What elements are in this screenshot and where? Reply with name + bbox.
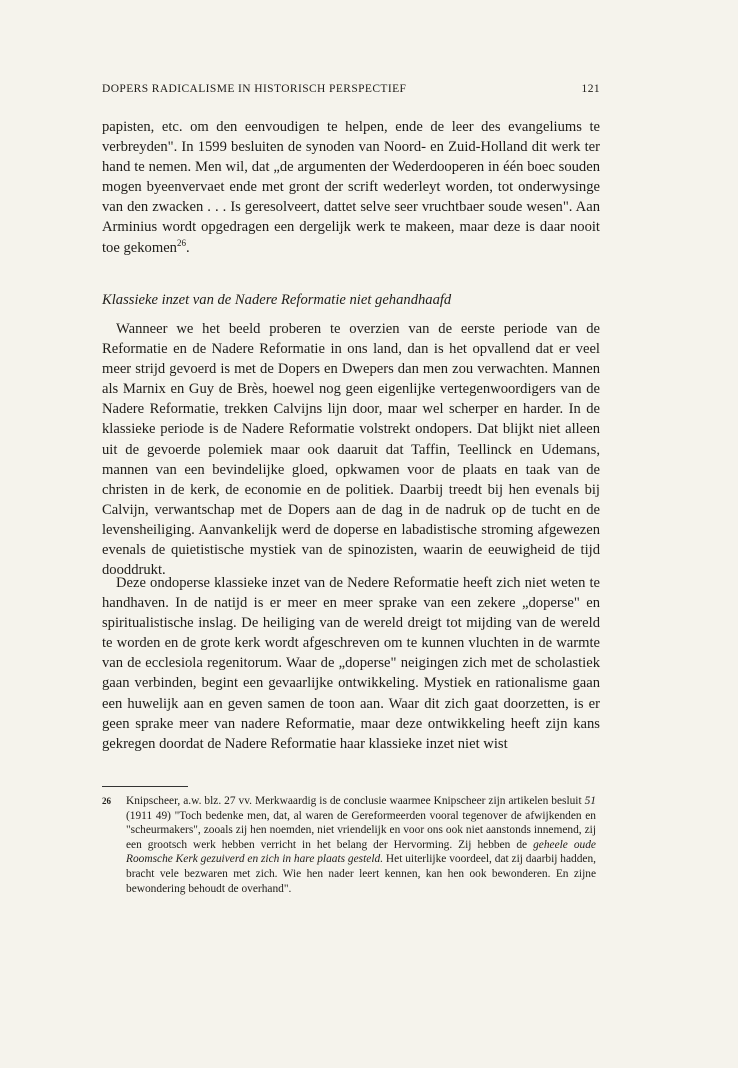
- footnote-number: 26: [102, 796, 111, 806]
- page-number: 121: [581, 83, 600, 95]
- paragraph-text: Wanneer we het beeld proberen te overzien van de eerste periode van de Reformatie en de Nadere Reformatie in ons land, dan is het opvallend dat er veel meer strijd gevoerd is met de Dopers en Dwepers dan men zou verwachten. Mannen als Marnix en Guy de Brès, hoewel nog geen eigenlijke vertegenwoordigers van de Nadere Reformatie, trekken Calvijns lijn door, maar wel scherper en harder. In de klassieke periode is de Nadere Reformatie volstrekt ondopers. Dat blijkt niet alleen uit de gevoerde polemiek maar ook daaruit dat Taffin, Teellinck en Udemans, mannen van een bevindelijke gloed, opkwamen voor de plaats en taak van de christen in de kerk, de economie en de politiek. Daarbij treedt bij hen evenals bij Calvijn, verwantschap met de Dopers aan de dag in de nadruk op de tucht en de levensheiliging. Aanvankelijk werd de doperse en labadistische stroming afgewezen evenals de quietistische mystiek van de spinozisten, waarin de eeuwigheid de tijd dooddrukt.: [102, 321, 600, 579]
- footnote-text: Knipscheer, a.w. blz. 27 vv. Merkwaardig is de conclusie waarmee Knipscheer zijn artikelen besluit 51 (1911 49) "Toch bedenke men, dat, al waren de Gereformeerden vooral tegenover de afwijkenden en "scheurmakers", zooals zij hen noemden, niet vriendelijk en voor ons ook niet aanstonds innemend, zij een grootsch werk hebben verricht in het belang der Hervorming. Zij hebben de geheele oude Roomsche Kerk gezuiverd en zich in hare plaats gesteld. Het uiterlijke voordeel, dat zij daarbij hadden, bracht vele bezwaren met zich. Wie hen nader leert kennen, kan hen ook bewonderen. En zijne bewondering behoudt de overhand".: [126, 795, 596, 895]
- footnote: [102, 794, 596, 896]
- body-paragraph: [102, 319, 600, 580]
- running-head: [102, 83, 600, 95]
- body-paragraph: [102, 573, 600, 754]
- footnote-reference[interactable]: 26: [176, 237, 186, 248]
- footnote-divider: [102, 786, 188, 787]
- paragraph-text: Deze ondoperse klassieke inzet van de Nedere Reformatie heeft zich niet weten te handhaven. In de natijd is er meer en meer sprake van een zekere „doperse" en spiritualistische inslag. De heiliging van de wereld dreigt tot mijding van de wereld te worden en de grote kerk wordt afgeschreven om te kunnen vluchten in de warmte van de ecclesiola regenitorum. Waar de „doperse" neigingen zich met de scholastiek gaan verbinden, begint een gevaarlijke ontwikkeling. Mystiek en rationalisme gaan een huwelijk aan en geven samen de toon aan. Waar dit zich gaat doorzetten, is er geen sprake meer van nadere Reformatie, maar deze ontwikkeling heeft zijn kans gekregen doordat de Nadere Reformatie haar klassieke inzet niet wist: [102, 575, 600, 752]
- running-title: DOPERS RADICALISME IN HISTORISCH PERSPECTIEF: [102, 83, 407, 95]
- continued-paragraph: papisten, etc. om den eenvoudigen te helpen, ende de leer des evangeliums te verbreyden". In 1599 besluiten de synoden van Noord- en Zuid-Holland dit werk ter hand te nemen. Men wil, dat „de argumenten der Wederdooperen in één boec souden mogen byeenvervaet ende met gront der scrift wederleyt worden, tot onderwysinge van den zwacken . . . Is geresolveert, dattet selve seer vruchtbaer soude wesen". Aan Arminius wordt opgedragen een dergelijk werk te makeen, maar deze is daar nooit toe gekomen$^{26}$.: [102, 119, 600, 256]
- section-heading: Klassieke inzet van de Nadere Reformatie niet gehandhaafd: [102, 292, 452, 308]
- paragraph-text: papisten, etc. om den eenvoudigen te helpen, ende de leer des evangeliums te verbreyden". In 1599 besluiten de synoden van Noord- en Zuid-Holland dit werk ter hand te nemen. Men wil, dat „de argumenten der Wederdooperen in één boec souden mogen byeenvervaet ende met gront der scrift wederleyt worden, tot onderwysinge van den zwacken . . . Is geresolveert, dattet selve seer vruchtbaer soude wesen". Aan Arminius wordt opgedragen een dergelijk werk te makeen, maar deze is daar nooit toe gekomen: [102, 119, 600, 256]
